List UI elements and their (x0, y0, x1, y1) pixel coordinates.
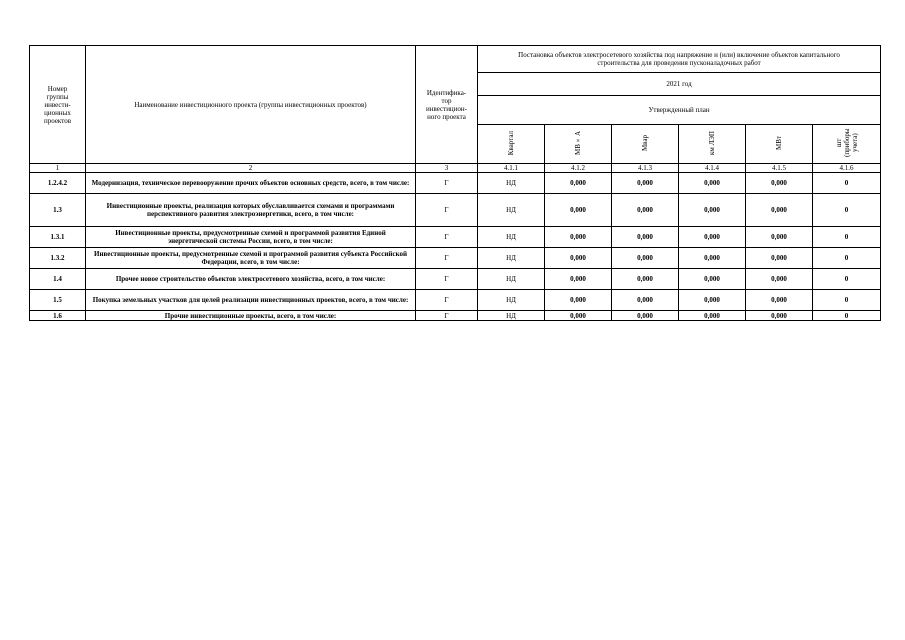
row-mvar: 0,000 (612, 311, 679, 321)
row-km: 0,000 (679, 194, 746, 227)
row-number: 1.5 (30, 290, 86, 311)
row-km: 0,000 (679, 227, 746, 248)
row-mw: 0,000 (746, 227, 813, 248)
row-name: Модернизация, техническое перевооружение прочих объектов основных средств, всего, в том числе: (86, 173, 416, 194)
row-pcs: 0 (813, 227, 881, 248)
row-mva: 0,000 (545, 290, 612, 311)
row-mvar: 0,000 (612, 227, 679, 248)
row-name: Инвестиционные проекты, реализация которых обуславливается схемами и программами перспективного развития электроэнергетики, всего, в том числе: (86, 194, 416, 227)
row-pcs: 0 (813, 248, 881, 269)
column-number: 1 (30, 164, 86, 173)
header-unit-mvar: Мвар (612, 125, 679, 164)
header-year: 2021 год (478, 73, 881, 96)
row-mva: 0,000 (545, 194, 612, 227)
row-quarter: НД (478, 227, 545, 248)
header-project-name: Наименование инвестиционного проекта (группы инвестиционных проектов) (86, 46, 416, 164)
table-row (30, 269, 881, 290)
row-mw: 0,000 (746, 173, 813, 194)
row-mw: 0,000 (746, 290, 813, 311)
row-identifier: Г (416, 269, 478, 290)
row-name: Прочие инвестиционные проекты, всего, в том числе: (86, 311, 416, 321)
row-identifier: Г (416, 227, 478, 248)
row-number: 1.2.4.2 (30, 173, 86, 194)
header-main-title: Постановка объектов электросетевого хозяйства под напряжение и (или) включение объектов капитального строительства для проведения пусконаладочных работ (478, 46, 881, 73)
column-number-row (30, 164, 881, 173)
row-mvar: 0,000 (612, 290, 679, 311)
row-number: 1.3.1 (30, 227, 86, 248)
table-row (30, 248, 881, 269)
table-row (30, 173, 881, 194)
row-km: 0,000 (679, 290, 746, 311)
table-row (30, 311, 881, 321)
row-pcs: 0 (813, 311, 881, 321)
row-identifier: Г (416, 290, 478, 311)
row-identifier: Г (416, 311, 478, 321)
row-pcs: 0 (813, 290, 881, 311)
row-quarter: НД (478, 290, 545, 311)
row-pcs: 0 (813, 269, 881, 290)
row-mw: 0,000 (746, 248, 813, 269)
table-row (30, 194, 881, 227)
row-number: 1.3 (30, 194, 86, 227)
row-number: 1.6 (30, 311, 86, 321)
row-pcs: 0 (813, 194, 881, 227)
row-quarter: НД (478, 269, 545, 290)
row-km: 0,000 (679, 248, 746, 269)
column-number: 4.1.5 (746, 164, 813, 173)
investment-table (29, 45, 881, 321)
header-unit-quarter: Квартал (478, 125, 545, 164)
row-identifier: Г (416, 194, 478, 227)
row-mvar: 0,000 (612, 269, 679, 290)
row-number: 1.3.2 (30, 248, 86, 269)
row-mw: 0,000 (746, 269, 813, 290)
row-mva: 0,000 (545, 269, 612, 290)
column-number: 4.1.2 (545, 164, 612, 173)
column-number: 4.1.4 (679, 164, 746, 173)
row-mva: 0,000 (545, 248, 612, 269)
row-name: Прочее новое строительство объектов электросетевого хозяйства, всего, в том числе: (86, 269, 416, 290)
table-row (30, 290, 881, 311)
column-number: 2 (86, 164, 416, 173)
row-number: 1.4 (30, 269, 86, 290)
header-unit-pcs: шт (приборы учета) (813, 125, 881, 164)
row-quarter: НД (478, 311, 545, 321)
row-pcs: 0 (813, 173, 881, 194)
document-sheet (29, 45, 880, 321)
column-number: 3 (416, 164, 478, 173)
row-mva: 0,000 (545, 173, 612, 194)
row-mvar: 0,000 (612, 173, 679, 194)
row-quarter: НД (478, 173, 545, 194)
header-identifier: Идентифика-тор инвестицион-ного проекта (416, 46, 478, 164)
row-identifier: Г (416, 248, 478, 269)
table-row (30, 227, 881, 248)
header-plan: Утвержденный план (478, 96, 881, 125)
row-mvar: 0,000 (612, 194, 679, 227)
row-identifier: Г (416, 173, 478, 194)
row-mva: 0,000 (545, 311, 612, 321)
column-number: 4.1.6 (813, 164, 881, 173)
header-unit-mw: МВт (746, 125, 813, 164)
header-unit-km: км ЛЭП (679, 125, 746, 164)
row-name: Инвестиционные проекты, предусмотренные схемой и программой развития субъекта Российской Федерации, всего, в том числе: (86, 248, 416, 269)
row-mw: 0,000 (746, 311, 813, 321)
header-group-number: Номер группы инвести-ционных проектов (30, 46, 86, 164)
row-quarter: НД (478, 248, 545, 269)
row-name: Покупка земельных участков для целей реализации инвестиционных проектов, всего, в том числе: (86, 290, 416, 311)
row-name: Инвестиционные проекты, предусмотренные схемой и программой развития Единой энергетической системы России, всего, в том числе: (86, 227, 416, 248)
row-mva: 0,000 (545, 227, 612, 248)
row-mvar: 0,000 (612, 248, 679, 269)
column-number: 4.1.1 (478, 164, 545, 173)
header-unit-mva: МВ×А (545, 125, 612, 164)
row-quarter: НД (478, 194, 545, 227)
row-km: 0,000 (679, 269, 746, 290)
row-mw: 0,000 (746, 194, 813, 227)
row-km: 0,000 (679, 311, 746, 321)
column-number: 4.1.3 (612, 164, 679, 173)
row-km: 0,000 (679, 173, 746, 194)
